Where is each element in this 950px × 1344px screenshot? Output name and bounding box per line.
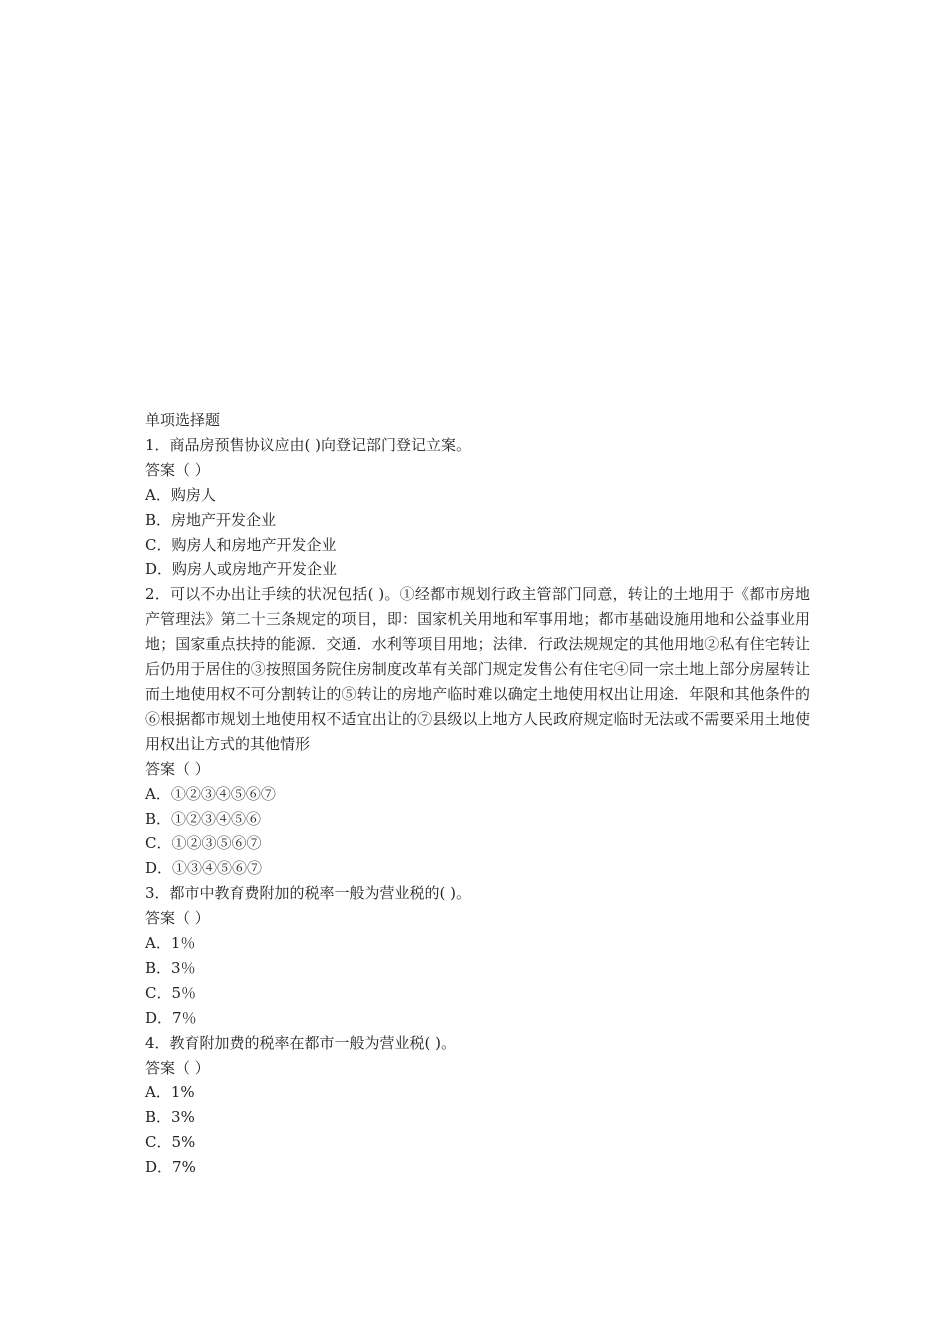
option-c: C．5％ [145, 983, 197, 1002]
option-b: B．3% [145, 1108, 195, 1127]
answer-placeholder: 答案（ ） [145, 759, 210, 778]
option-c: C．购房人和房地产开发企业 [145, 535, 337, 554]
question-1 [145, 433, 810, 582]
option-b: B．房地产开发企业 [145, 510, 277, 529]
option-c: C．5% [145, 1133, 196, 1152]
question-3 [145, 881, 810, 1030]
option-d: D．①③④⑤⑥⑦ [145, 859, 263, 878]
option-a: A．1% [145, 1083, 195, 1102]
option-d: D．7％ [145, 1008, 197, 1027]
option-a: A．1％ [145, 934, 196, 953]
document-body [145, 408, 810, 1180]
option-a: A．①②③④⑤⑥⑦ [145, 784, 276, 803]
answer-placeholder: 答案（ ） [145, 460, 210, 479]
question-stem: 2．可以不办出让手续的状况包括( )。①经都市规划行政主管部门同意，转让的土地用于《都市房地产管理法》第二十三条规定的项目，即：国家机关用地和军事用地；都市基础设施用地和公益事业用地；国家重点扶持的能源．交通．水利等项目用地；法律．行政法规规定的其他用地②私有住宅转让后仍用于居住的③按照国务院住房制度改革有关部门规定发售公有住宅④同一宗土地上部分房屋转让而土地使用权不可分割转让的⑤转让的房地产临时难以确定土地使用权出让用途．年限和其他条件的⑥根据都市规划土地使用权不适宜出让的⑦县级以上地方人民政府规定临时无法或不需要采用土地使用权出让方式的其他情形 [145, 585, 810, 753]
question-2 [145, 582, 810, 881]
option-b: B．3％ [145, 958, 196, 977]
option-b: B．①②③④⑤⑥ [145, 809, 262, 828]
option-d: D．7% [145, 1158, 196, 1177]
question-stem: 4．教育附加费的税率在都市一般为营业税( )。 [145, 1033, 457, 1052]
answer-placeholder: 答案（ ） [145, 909, 210, 928]
question-stem: 1．商品房预售协议应由( )向登记部门登记立案。 [145, 435, 472, 454]
option-a: A．购房人 [145, 485, 216, 504]
section-title: 单项选择题 [145, 411, 221, 429]
option-d: D．购房人或房地产开发企业 [145, 560, 338, 579]
question-stem: 3．都市中教育费附加的税率一般为营业税的( )。 [145, 884, 472, 903]
answer-placeholder: 答案（ ） [145, 1058, 210, 1077]
option-c: C．①②③⑤⑥⑦ [145, 834, 262, 853]
question-4 [145, 1031, 810, 1180]
